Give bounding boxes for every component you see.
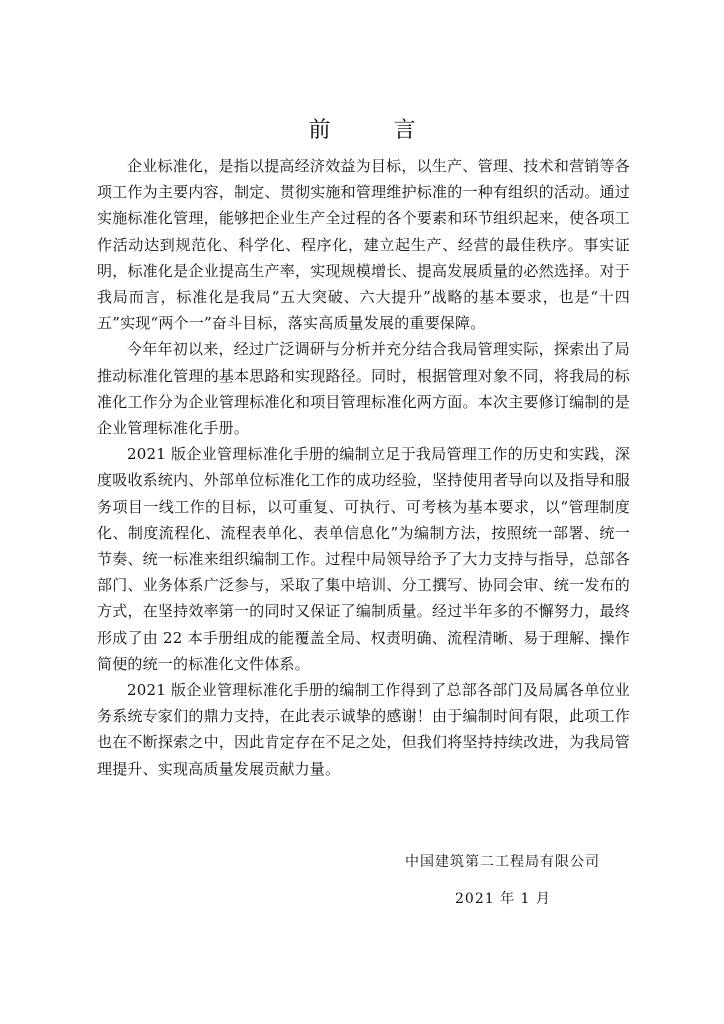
page-title: 前 言 [308, 118, 444, 143]
paragraph-1: 企业标准化，是指以提高经济效益为目标，以生产、管理、技术和营销等各项工作为主要内容，制定、贯彻实施和管理维护标准的一种有组织的活动。通过实施标准化管理，能够把企业生产全过程的各个要素和环节组织起来，使各项工作活动达到规范化、科学化、程序化，建立起生产、经营的最佳秩序。事实证明，标准化是企业提高生产率，实现规模增长、提高发展质量的必然选择。对于我局而言，标准化是我局“五大突破、六大提升”战略的基本要求，也是“十四五”实现“两个一”奋斗目标，落实高质量发展的重要保障。 [97, 157, 630, 333]
signature-date: 2021 年 1 月 [455, 891, 551, 907]
paragraph-3: 2021 版企业管理标准化手册的编制立足于我局管理工作的历史和实践，深度吸收系统内、外部单位标准化工作的成功经验，坚持使用者导向以及指导和服务项目一线工作的目标，以可重复、可执行、可考核为基本要求，以“管理制度化、制度流程化、流程表单化、表单信息化”为编制方法，按照统一部署、统一节奏、统一标准来组织编制工作。过程中局领导给予了大力支持与指导，总部各部门、业务体系广泛参与，采取了集中培训、分工撰写、协同会审、统一发布的方式，在坚持效率第一的同时又保证了编制质量。经过半年多的不懈努力，最终形成了由 22 本手册组成的能覆盖全局、权责明确、流程清晰、易于理解、操作简便的统一的标准化文件体系。 [97, 445, 630, 673]
signature-organization: 中国建筑第二工程局有限公司 [405, 854, 600, 870]
paragraph-2: 今年年初以来，经过广泛调研与分析并充分结合我局管理实际，探索出了局推动标准化管理的基本思路和实现路径。同时，根据管理对象不同，将我局的标准化工作分为企业管理标准化和项目管理标准化两方面。本次主要修订编制的是企业管理标准化手册。 [97, 340, 630, 438]
paragraph-4: 2021 版企业管理标准化手册的编制工作得到了总部各部门及局属各单位业务系统专家们的鼎力支持，在此表示诚挚的感谢！由于编制时间有限，此项工作也在不断探索之中，因此肯定存在不足之处，但我们将坚持持续改进，为我局管理提升、实现高质量发展贡献力量。 [97, 681, 630, 778]
preface-body [97, 153, 630, 782]
